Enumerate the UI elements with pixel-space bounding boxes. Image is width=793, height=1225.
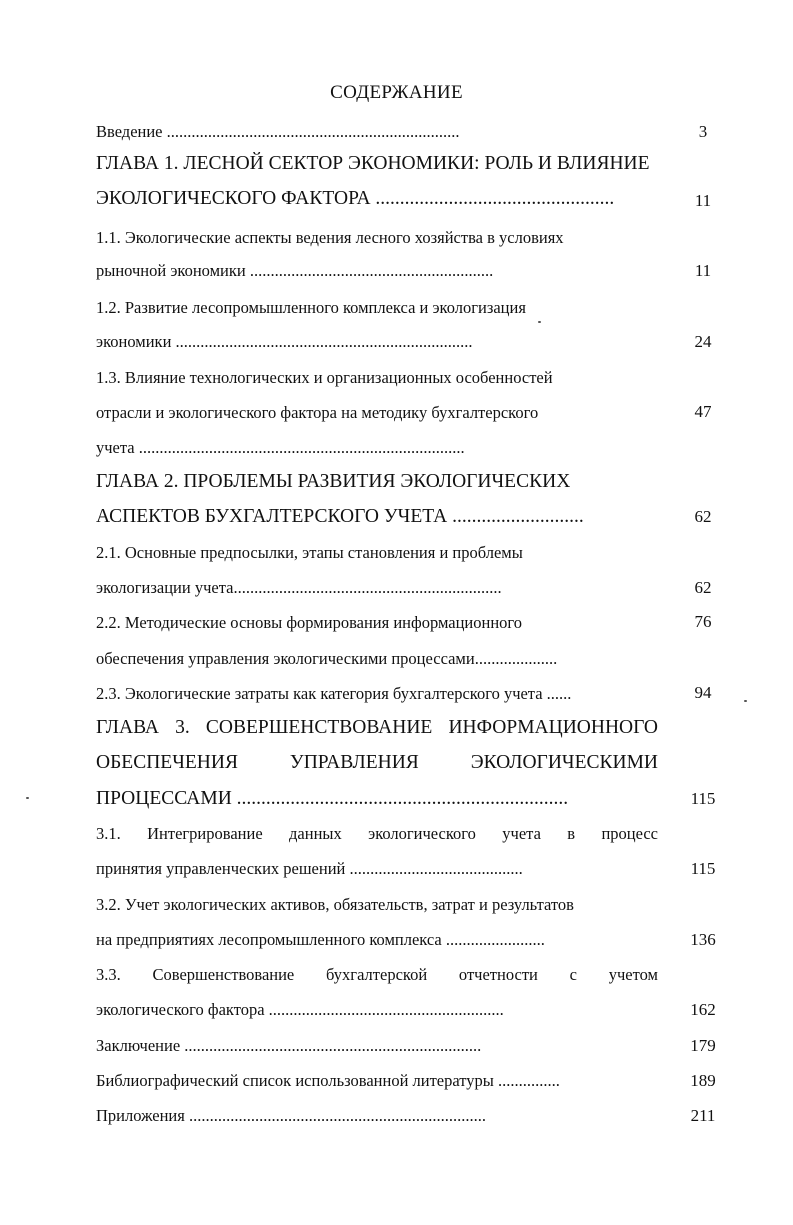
toc-chapter-1-title-cont: ЭКОЛОГИЧЕСКОГО ФАКТОРА .................................................	[96, 188, 615, 209]
toc-chapter-3-title-cont: ОБЕСПЕЧЕНИЯ УПРАВЛЕНИЯ ЭКОЛОГИЧЕСКИМИ	[96, 752, 658, 773]
toc-chapter-3-title: ГЛАВА 3. СОВЕРШЕНСТВОВАНИЕ ИНФОРМАЦИОННОГО	[96, 717, 658, 738]
scan-speck	[26, 797, 29, 799]
toc-entry-introduction: Введение .......................................................................	[96, 122, 460, 141]
toc-section-3-1-cont: принятия управленческих решений ..........................................	[96, 859, 523, 878]
toc-section-2-2-cont: обеспечения управления экологическими процессами....................	[96, 649, 558, 668]
toc-section-2-3: 2.3. Экологические затраты как категория бухгалтерского учета ......	[96, 684, 572, 703]
toc-section-2-1: 2.1. Основные предпосылки, этапы становления и проблемы	[96, 543, 523, 562]
toc-page-number: 136	[690, 930, 716, 949]
toc-section-1-3-cont: отрасли и экологического фактора на методику бухгалтерского	[96, 403, 539, 422]
toc-page-number: 179	[690, 1036, 716, 1055]
toc-chapter-2-title-cont: АСПЕКТОВ БУХГАЛТЕРСКОГО УЧЕТА ...........................	[96, 506, 584, 527]
toc-section-3-2-cont: на предприятиях лесопромышленного комплекса ........................	[96, 930, 545, 949]
toc-chapter-3-title-end: ПРОЦЕССАМИ ....................................................................	[96, 788, 569, 809]
toc-section-2-1-cont: экологизации учета.................................................................	[96, 578, 502, 597]
toc-page-number: 62	[694, 507, 712, 526]
toc-section-2-2: 2.2. Методические основы формирования информационного	[96, 613, 523, 632]
toc-page-number: 115	[690, 789, 716, 808]
page-title: СОДЕРЖАНИЕ	[330, 82, 463, 103]
toc-section-1-2: 1.2. Развитие лесопромышленного комплекса и экологизация	[96, 298, 526, 317]
toc-page-number: 24	[694, 332, 712, 351]
toc-section-3-3: 3.3. Совершенствование бухгалтерской отчетности с учетом	[96, 965, 658, 984]
toc-page-number: 11	[694, 191, 712, 210]
toc-page-number: 211	[690, 1106, 716, 1125]
toc-page-number: 62	[694, 578, 712, 597]
toc-entry-appendices: Приложения ........................................................................	[96, 1106, 486, 1125]
toc-chapter-2-title: ГЛАВА 2. ПРОБЛЕМЫ РАЗВИТИЯ ЭКОЛОГИЧЕСКИХ	[96, 471, 571, 492]
toc-entry-conclusion: Заключение ........................................................................	[96, 1036, 482, 1055]
toc-section-3-3-cont: экологического фактора .........................................................	[96, 1000, 504, 1019]
toc-page-number: 162	[690, 1000, 716, 1019]
scan-speck	[538, 321, 541, 323]
toc-chapter-1-title: ГЛАВА 1. ЛЕСНОЙ СЕКТОР ЭКОНОМИКИ: РОЛЬ И ВЛИЯНИЕ	[96, 153, 650, 174]
toc-page-number: 47	[694, 402, 712, 421]
toc-section-1-1: 1.1. Экологические аспекты ведения лесного хозяйства в условиях	[96, 228, 564, 247]
toc-section-3-1: 3.1. Интегрирование данных экологического учета в процесс	[96, 824, 658, 843]
toc-section-1-1-cont: рыночной экономики ...........................................................	[96, 261, 494, 280]
toc-section-1-2-cont: экономики ........................................................................	[96, 332, 473, 351]
scan-speck	[744, 700, 747, 702]
toc-page-number: 189	[690, 1071, 716, 1090]
toc-entry-bibliography: Библиографический список использованной литературы ...............	[96, 1071, 560, 1090]
toc-page-number: 76	[694, 612, 712, 631]
toc-section-1-3: 1.3. Влияние технологических и организационных особенностей	[96, 368, 553, 387]
toc-section-3-2: 3.2. Учет экологических активов, обязательств, затрат и результатов	[96, 895, 574, 914]
toc-page-number: 94	[694, 683, 712, 702]
toc-page-number: 115	[690, 859, 716, 878]
toc-page-number: 3	[698, 122, 708, 141]
toc-section-1-3-end: учета ...............................................................................	[96, 438, 465, 457]
toc-page-number: 11	[694, 261, 712, 280]
